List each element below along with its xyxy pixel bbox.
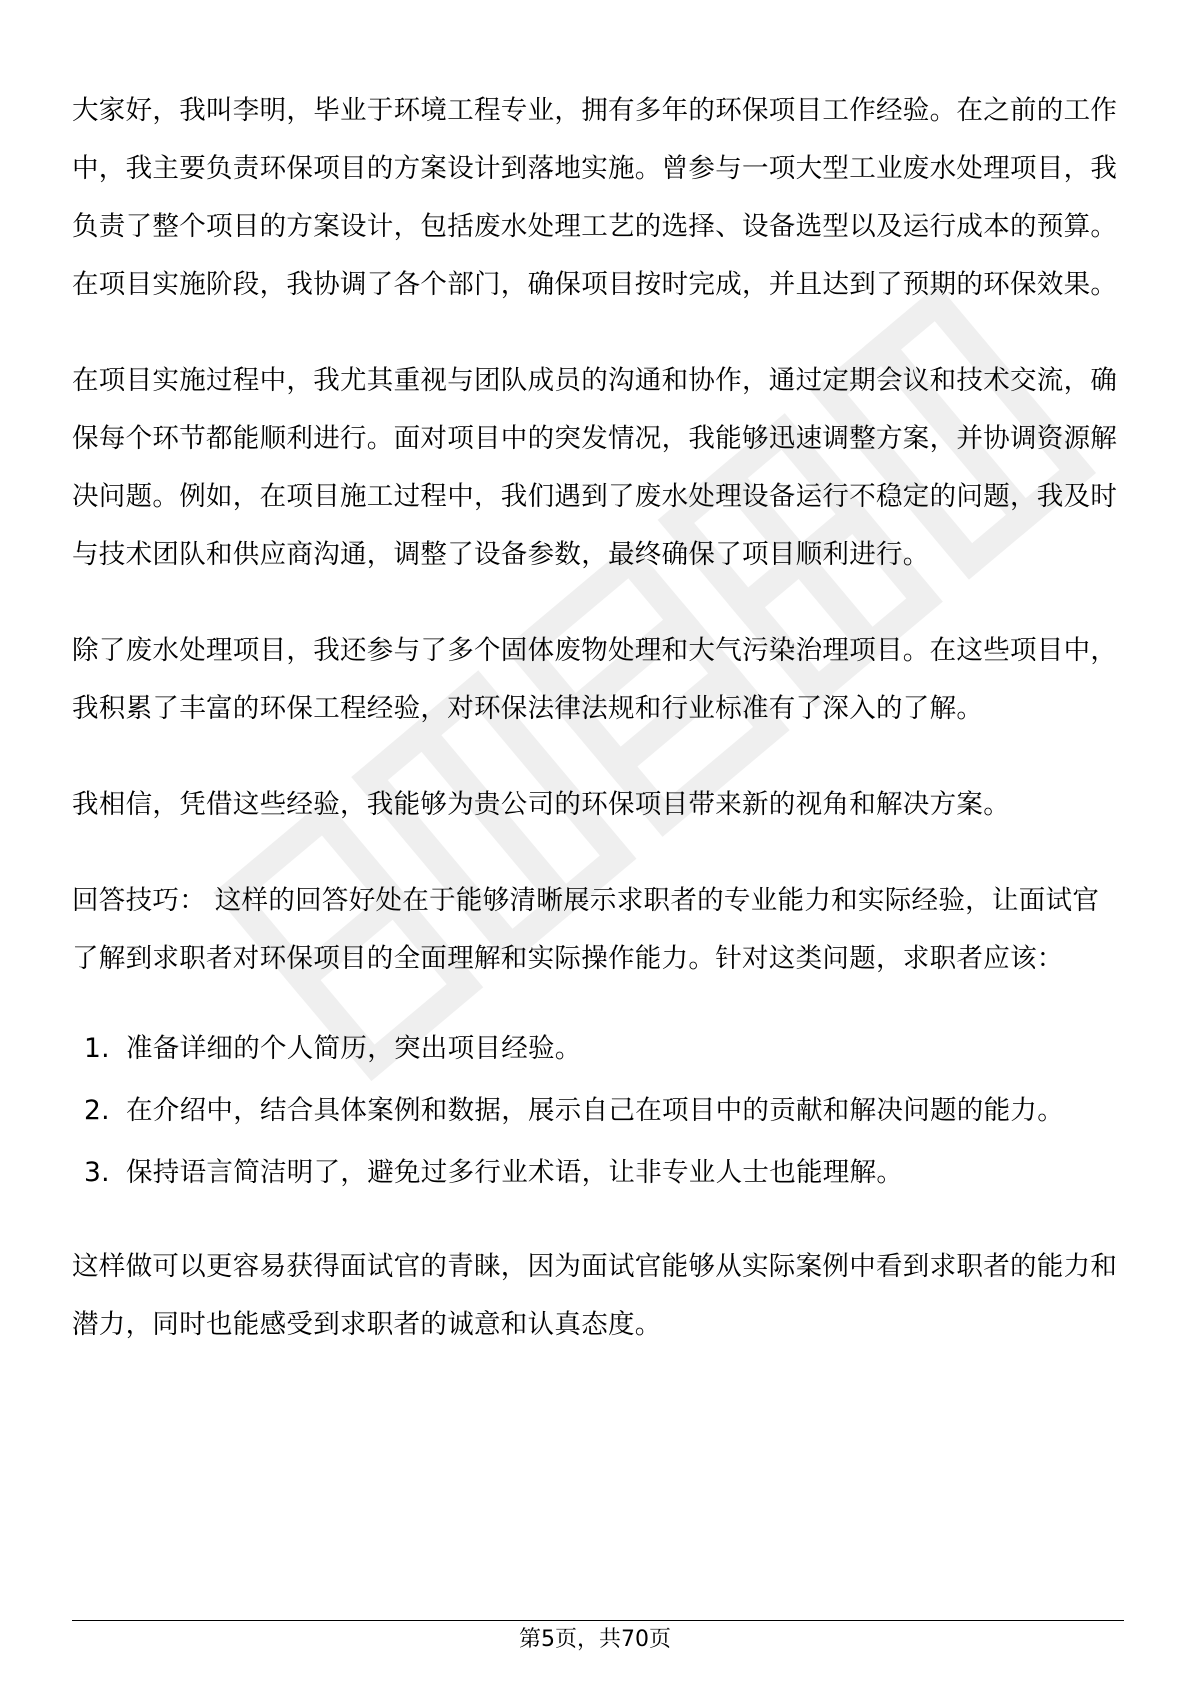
- list-item-text: 准备详细的个人简历，突出项目经验。: [126, 1033, 582, 1064]
- paragraph-other-projects: 除了废水处理项目，我还参与了多个固体废物处理和大气污染治理项目。在这些项目中，我积累了丰富的环保工程经验，对环保法律法规和行业标准有了深入的了解。: [72, 635, 1118, 724]
- paragraph-answer-tips: 回答技巧： 这样的回答好处在于能够清晰展示求职者的专业能力和实际经验，让面试官了解到求职者对环保项目的全面理解和实际操作能力。针对这类问题，求职者应该：: [72, 885, 1100, 974]
- list-item-number: 2.: [84, 1095, 110, 1126]
- document-body: [72, 82, 1122, 1392]
- list-item-text: 保持语言简洁明了，避免过多行业术语，让非专业人士也能理解。: [126, 1157, 904, 1188]
- list-item: [72, 1082, 1122, 1140]
- footer-divider: [72, 1620, 1124, 1621]
- paragraph-conclusion: 我相信，凭借这些经验，我能够为贵公司的环保项目带来新的视角和解决方案。: [72, 789, 1010, 820]
- list-item-text: 在介绍中，结合具体案例和数据，展示自己在项目中的贡献和解决问题的能力。: [126, 1095, 1064, 1126]
- tips-list: [72, 1020, 1122, 1202]
- list-item-number: 1.: [84, 1033, 110, 1064]
- list-item: [72, 1144, 1122, 1202]
- list-item-number: 3.: [84, 1157, 110, 1188]
- paragraph-intro: 大家好，我叫李明，毕业于环境工程专业，拥有多年的环保项目工作经验。在之前的工作中，我主要负责环保项目的方案设计到落地实施。曾参与一项大型工业废水处理项目，我负责了整个项目的方案设计，包括废水处理工艺的选择、设备选型以及运行成本的预算。在项目实施阶段，我协调了各个部门，确保项目按时完成，并且达到了预期的环保效果。: [72, 95, 1118, 300]
- paragraph-communication: 在项目实施过程中，我尤其重视与团队成员的沟通和协作，通过定期会议和技术交流，确保每个环节都能顺利进行。面对项目中的突发情况，我能够迅速调整方案，并协调资源解决问题。例如，在项目施工过程中，我们遇到了废水处理设备运行不稳定的问题，我及时与技术团队和供应商沟通，调整了设备参数，最终确保了项目顺利进行。: [72, 365, 1118, 570]
- list-item: [72, 1020, 1122, 1078]
- paragraph-closing: 这样做可以更容易获得面试官的青睐，因为面试官能够从实际案例中看到求职者的能力和潜力，同时也能感受到求职者的诚意和认真态度。: [72, 1251, 1118, 1340]
- page-number: 第5页，共70页: [519, 1627, 671, 1652]
